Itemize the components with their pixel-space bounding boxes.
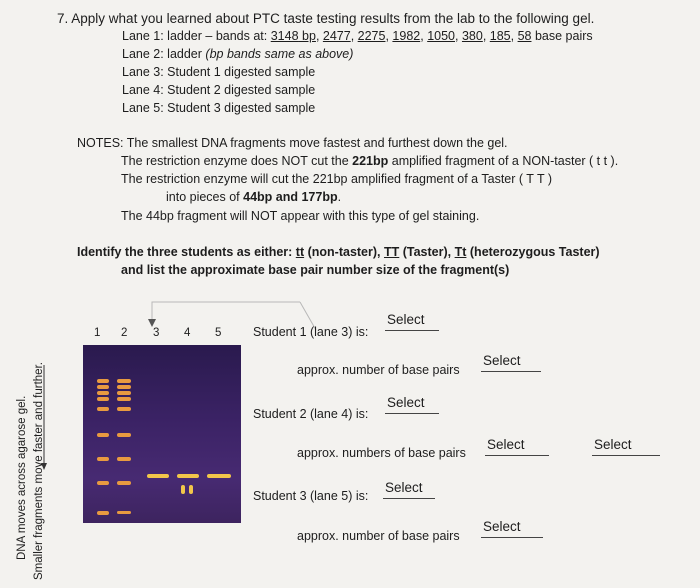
- gel-band: [117, 407, 131, 411]
- gel-band: [177, 474, 199, 478]
- student3-bp-select[interactable]: Select: [481, 519, 543, 538]
- gel-band: [117, 433, 131, 437]
- gel-band: [117, 379, 131, 383]
- gel-band: [97, 385, 109, 389]
- lane-number-4: 4: [184, 327, 191, 339]
- identify-line-1d: (heterozygous Taster): [466, 245, 600, 259]
- gel-band: [147, 474, 169, 478]
- gel-band: [97, 511, 109, 515]
- student3-label: Student 3 (lane 5) is:: [253, 489, 369, 503]
- gel-band: [117, 397, 131, 401]
- ladder-band-1: 2477: [322, 29, 351, 43]
- lane2-note: (bp bands same as above): [205, 47, 354, 61]
- genotype-TT: TT: [383, 245, 400, 259]
- notes-line-4a: into pieces of: [166, 190, 244, 204]
- gel-band: [117, 481, 131, 485]
- notes-line-1: NOTES: The smallest DNA fragments move fastest and furthest down the gel.: [77, 136, 508, 150]
- gel-band: [117, 385, 131, 389]
- notes-line-4c: .: [337, 190, 342, 204]
- notes-line-4b: 44bp and 177bp: [243, 190, 338, 204]
- lane1-line: Lane 1: ladder – bands at: 3148 bp, 2477, 2275, 1982, 1050, 380, 185, 58 base pairs: [122, 29, 593, 43]
- notes-line-5: The 44bp fragment will NOT appear with this type of gel staining.: [121, 209, 480, 223]
- identify-line-2: and list the approximate base pair number size of the fragment(s): [121, 263, 510, 277]
- student2-bp-label: approx. numbers of base pairs: [297, 446, 466, 460]
- identify-line-1b: (non-taster),: [304, 245, 384, 259]
- notes-line-2b: 221bp: [352, 154, 389, 168]
- gel-band: [189, 485, 193, 494]
- student1-label: Student 1 (lane 3) is:: [253, 325, 369, 339]
- student1-bp-label: approx. number of base pairs: [297, 363, 460, 377]
- identify-line-1a: Identify the three students as either:: [77, 245, 296, 259]
- gel-band: [97, 433, 109, 437]
- genotype-tt: tt: [295, 245, 305, 259]
- lane-number-5: 5: [215, 327, 222, 339]
- notes-line-3: The restriction enzyme will cut the 221bp amplified fragment of a Taster ( T T ): [121, 172, 552, 186]
- notes-line-2c: amplified fragment of a NON-taster ( t t ).: [388, 154, 619, 168]
- gel-band: [97, 481, 109, 485]
- ladder-band-5: 380: [461, 29, 483, 43]
- ladder-band-0-unit: bp: [298, 29, 316, 43]
- side-label-1: DNA moves across agarose gel.: [16, 395, 28, 560]
- lane-number-3: 3: [153, 327, 160, 339]
- gel-band: [97, 397, 109, 401]
- student2-label: Student 2 (lane 4) is:: [253, 407, 369, 421]
- gel-band: [207, 474, 231, 478]
- lane5-line: Lane 5: Student 3 digested sample: [122, 101, 316, 115]
- gel-band: [97, 407, 109, 411]
- ladder-band-2: 2275: [357, 29, 386, 43]
- gel-band: [117, 391, 131, 395]
- student2-bp-select-2[interactable]: Select: [592, 437, 660, 456]
- ladder-band-0: 3148: [270, 29, 299, 43]
- ladder-band-3: 1982: [392, 29, 421, 43]
- student3-genotype-select[interactable]: Select: [383, 480, 435, 499]
- gel-band: [181, 485, 185, 494]
- side-label-2: Smaller fragments move faster and further.: [33, 362, 45, 580]
- gel-band: [97, 457, 109, 461]
- notes-line-2a: The restriction enzyme does NOT cut the: [121, 154, 353, 168]
- lane1-prefix: Lane 1: ladder – bands at:: [122, 29, 271, 43]
- lane3-line: Lane 3: Student 1 digested sample: [122, 65, 316, 79]
- question-text: Apply what you learned about PTC taste testing results from the lab to the following gel.: [71, 11, 595, 26]
- lane-number-2: 2: [121, 327, 128, 339]
- ladder-band-6: 185: [489, 29, 511, 43]
- gel-image: [83, 345, 241, 523]
- student1-bp-select[interactable]: Select: [481, 353, 541, 372]
- lane2-text: Lane 2: ladder: [122, 47, 202, 61]
- gel-band: [97, 379, 109, 383]
- student3-bp-label: approx. number of base pairs: [297, 529, 460, 543]
- ladder-band-7: 58: [517, 29, 532, 43]
- genotype-Tt: Tt: [454, 245, 467, 259]
- identify-line-1c: (Taster),: [399, 245, 455, 259]
- student2-bp-select-1[interactable]: Select: [485, 437, 549, 456]
- lane4-line: Lane 4: Student 2 digested sample: [122, 83, 316, 97]
- question-number: 7.: [57, 11, 69, 26]
- ladder-band-4: 1050: [427, 29, 455, 43]
- gel-band: [117, 457, 131, 461]
- student2-genotype-select[interactable]: Select: [385, 395, 439, 414]
- student1-genotype-select[interactable]: Select: [385, 312, 439, 331]
- gel-band: [117, 511, 131, 514]
- lane-number-1: 1: [94, 327, 101, 339]
- lane1-suffix: base pairs: [531, 29, 593, 43]
- gel-band: [97, 391, 109, 395]
